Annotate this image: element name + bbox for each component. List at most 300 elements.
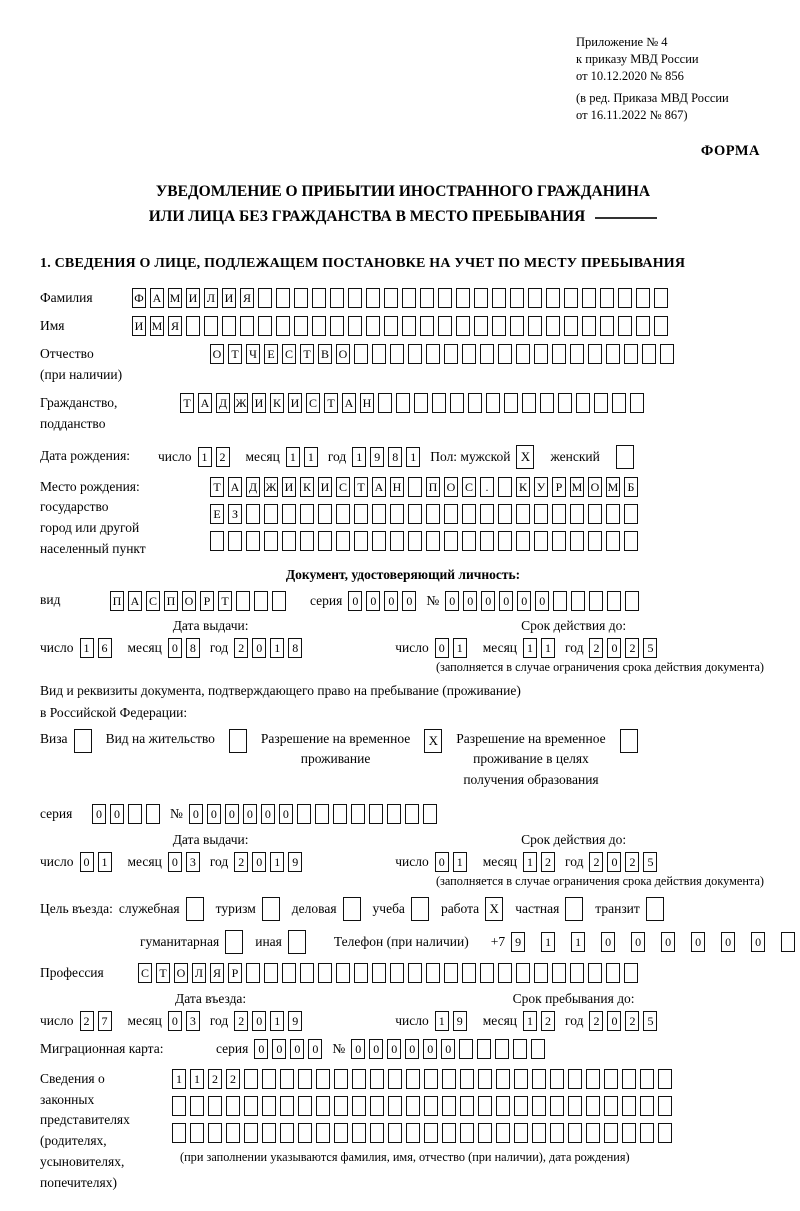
char-box[interactable]: С: [306, 393, 320, 413]
char-box[interactable]: 2: [625, 638, 639, 658]
char-box[interactable]: 0: [405, 1039, 419, 1059]
char-box[interactable]: [294, 316, 308, 336]
char-box[interactable]: 9: [288, 852, 302, 872]
char-box[interactable]: [658, 1096, 672, 1116]
char-box[interactable]: 2: [234, 1011, 248, 1031]
char-box[interactable]: [444, 531, 458, 551]
char-box[interactable]: К: [270, 393, 284, 413]
char-box[interactable]: [423, 804, 437, 824]
char-box[interactable]: Н: [360, 393, 374, 413]
char-box[interactable]: [298, 1069, 312, 1089]
char-box[interactable]: [624, 531, 638, 551]
char-box[interactable]: [568, 1123, 582, 1143]
purpose-work-checkbox[interactable]: X: [485, 897, 503, 921]
char-box[interactable]: [604, 1096, 618, 1116]
char-box[interactable]: 0: [168, 638, 182, 658]
char-box[interactable]: 0: [481, 591, 495, 611]
char-box[interactable]: 0: [189, 804, 203, 824]
char-box[interactable]: [498, 477, 512, 497]
char-box[interactable]: 0: [463, 591, 477, 611]
char-box[interactable]: 3: [186, 1011, 200, 1031]
char-box[interactable]: [414, 393, 428, 413]
char-box[interactable]: 0: [279, 804, 293, 824]
char-box[interactable]: И: [288, 393, 302, 413]
char-box[interactable]: [388, 1096, 402, 1116]
char-box[interactable]: 0: [435, 852, 449, 872]
char-box[interactable]: [586, 1069, 600, 1089]
char-box[interactable]: [210, 531, 224, 551]
char-box[interactable]: [658, 1069, 672, 1089]
char-box[interactable]: 2: [80, 1011, 94, 1031]
char-box[interactable]: [546, 316, 560, 336]
char-box[interactable]: 5: [643, 1011, 657, 1031]
char-box[interactable]: [244, 1069, 258, 1089]
char-box[interactable]: 8: [388, 447, 402, 467]
char-box[interactable]: [336, 531, 350, 551]
char-box[interactable]: [282, 531, 296, 551]
char-box[interactable]: С: [146, 591, 160, 611]
char-box[interactable]: 1: [571, 932, 585, 952]
char-box[interactable]: 1: [172, 1069, 186, 1089]
char-box[interactable]: [654, 316, 668, 336]
char-box[interactable]: [370, 1096, 384, 1116]
char-box[interactable]: 0: [661, 932, 675, 952]
char-box[interactable]: 2: [208, 1069, 222, 1089]
char-box[interactable]: Т: [210, 477, 224, 497]
char-box[interactable]: [432, 393, 446, 413]
char-box[interactable]: [442, 1069, 456, 1089]
char-box[interactable]: [426, 531, 440, 551]
char-box[interactable]: 1: [270, 638, 284, 658]
char-box[interactable]: П: [164, 591, 178, 611]
char-box[interactable]: [550, 1096, 564, 1116]
char-box[interactable]: [297, 804, 311, 824]
char-box[interactable]: [516, 344, 530, 364]
char-box[interactable]: Н: [390, 477, 404, 497]
sex-male-checkbox[interactable]: X: [516, 445, 534, 469]
char-box[interactable]: [564, 316, 578, 336]
char-box[interactable]: [588, 344, 602, 364]
char-box[interactable]: [333, 804, 347, 824]
char-box[interactable]: 1: [523, 638, 537, 658]
residence-permit-checkbox[interactable]: [229, 729, 247, 753]
char-box[interactable]: [492, 316, 506, 336]
char-box[interactable]: [460, 1123, 474, 1143]
char-box[interactable]: 2: [234, 852, 248, 872]
char-box[interactable]: О: [336, 344, 350, 364]
char-box[interactable]: [622, 1096, 636, 1116]
char-box[interactable]: 1: [523, 1011, 537, 1031]
char-box[interactable]: 1: [286, 447, 300, 467]
char-box[interactable]: [606, 504, 620, 524]
char-box[interactable]: 0: [607, 852, 621, 872]
char-box[interactable]: О: [182, 591, 196, 611]
char-box[interactable]: [208, 1123, 222, 1143]
char-box[interactable]: [492, 288, 506, 308]
char-box[interactable]: [280, 1096, 294, 1116]
char-box[interactable]: [462, 963, 476, 983]
char-box[interactable]: Р: [552, 477, 566, 497]
char-box[interactable]: 0: [691, 932, 705, 952]
char-box[interactable]: [424, 1096, 438, 1116]
char-box[interactable]: [406, 1069, 420, 1089]
char-box[interactable]: [642, 344, 656, 364]
char-box[interactable]: [366, 288, 380, 308]
char-box[interactable]: [246, 504, 260, 524]
char-box[interactable]: [334, 1096, 348, 1116]
char-box[interactable]: [636, 316, 650, 336]
char-box[interactable]: 3: [186, 852, 200, 872]
char-box[interactable]: [553, 591, 567, 611]
purpose-tourism-checkbox[interactable]: [262, 897, 280, 921]
char-box[interactable]: 2: [589, 1011, 603, 1031]
char-box[interactable]: 1: [190, 1069, 204, 1089]
char-box[interactable]: [262, 1123, 276, 1143]
char-box[interactable]: К: [516, 477, 530, 497]
purpose-other-checkbox[interactable]: [288, 930, 306, 954]
char-box[interactable]: [496, 1069, 510, 1089]
char-box[interactable]: И: [318, 477, 332, 497]
char-box[interactable]: [370, 1123, 384, 1143]
char-box[interactable]: [450, 393, 464, 413]
char-box[interactable]: 0: [601, 932, 615, 952]
char-box[interactable]: [402, 316, 416, 336]
char-box[interactable]: 7: [98, 1011, 112, 1031]
char-box[interactable]: 0: [272, 1039, 286, 1059]
char-box[interactable]: [190, 1096, 204, 1116]
char-box[interactable]: [276, 288, 290, 308]
char-box[interactable]: [406, 1096, 420, 1116]
char-box[interactable]: [531, 1039, 545, 1059]
char-box[interactable]: [402, 288, 416, 308]
char-box[interactable]: [618, 316, 632, 336]
char-box[interactable]: Т: [218, 591, 232, 611]
char-box[interactable]: 8: [186, 638, 200, 658]
char-box[interactable]: О: [174, 963, 188, 983]
char-box[interactable]: О: [210, 344, 224, 364]
char-box[interactable]: [534, 504, 548, 524]
char-box[interactable]: 9: [511, 932, 525, 952]
char-box[interactable]: [589, 591, 603, 611]
char-box[interactable]: [498, 504, 512, 524]
char-box[interactable]: [552, 344, 566, 364]
char-box[interactable]: [498, 344, 512, 364]
char-box[interactable]: Т: [300, 344, 314, 364]
char-box[interactable]: [146, 804, 160, 824]
char-box[interactable]: И: [222, 288, 236, 308]
char-box[interactable]: [618, 288, 632, 308]
char-box[interactable]: [588, 963, 602, 983]
char-box[interactable]: И: [282, 477, 296, 497]
char-box[interactable]: [390, 344, 404, 364]
char-box[interactable]: 2: [226, 1069, 240, 1089]
char-box[interactable]: [462, 344, 476, 364]
char-box[interactable]: [405, 804, 419, 824]
char-box[interactable]: [625, 591, 639, 611]
char-box[interactable]: [300, 504, 314, 524]
char-box[interactable]: [351, 804, 365, 824]
char-box[interactable]: [316, 1123, 330, 1143]
char-box[interactable]: [226, 1123, 240, 1143]
char-box[interactable]: [588, 531, 602, 551]
char-box[interactable]: [424, 1069, 438, 1089]
char-box[interactable]: [558, 393, 572, 413]
char-box[interactable]: [570, 963, 584, 983]
char-box[interactable]: 1: [453, 852, 467, 872]
char-box[interactable]: И: [252, 393, 266, 413]
char-box[interactable]: 2: [625, 852, 639, 872]
char-box[interactable]: С: [282, 344, 296, 364]
char-box[interactable]: [624, 963, 638, 983]
char-box[interactable]: 1: [435, 1011, 449, 1031]
char-box[interactable]: А: [342, 393, 356, 413]
char-box[interactable]: [534, 531, 548, 551]
char-box[interactable]: [352, 1123, 366, 1143]
char-box[interactable]: [588, 504, 602, 524]
char-box[interactable]: [348, 288, 362, 308]
char-box[interactable]: [294, 288, 308, 308]
char-box[interactable]: Я: [210, 963, 224, 983]
char-box[interactable]: [246, 531, 260, 551]
char-box[interactable]: [420, 316, 434, 336]
char-box[interactable]: А: [228, 477, 242, 497]
char-box[interactable]: [222, 316, 236, 336]
char-box[interactable]: 0: [721, 932, 735, 952]
temp-residence-education-checkbox[interactable]: [620, 729, 638, 753]
char-box[interactable]: [516, 963, 530, 983]
char-box[interactable]: [300, 963, 314, 983]
char-box[interactable]: [426, 963, 440, 983]
char-box[interactable]: [606, 344, 620, 364]
char-box[interactable]: 0: [168, 852, 182, 872]
char-box[interactable]: [282, 504, 296, 524]
char-box[interactable]: [514, 1069, 528, 1089]
char-box[interactable]: С: [138, 963, 152, 983]
char-box[interactable]: У: [534, 477, 548, 497]
purpose-business-checkbox[interactable]: [343, 897, 361, 921]
char-box[interactable]: [280, 1123, 294, 1143]
char-box[interactable]: [600, 288, 614, 308]
char-box[interactable]: [624, 344, 638, 364]
char-box[interactable]: [528, 316, 542, 336]
char-box[interactable]: [280, 1069, 294, 1089]
char-box[interactable]: [316, 1096, 330, 1116]
char-box[interactable]: [396, 393, 410, 413]
char-box[interactable]: 0: [402, 591, 416, 611]
char-box[interactable]: Т: [180, 393, 194, 413]
char-box[interactable]: [600, 316, 614, 336]
char-box[interactable]: Т: [324, 393, 338, 413]
char-box[interactable]: М: [606, 477, 620, 497]
char-box[interactable]: Я: [168, 316, 182, 336]
char-box[interactable]: 0: [252, 852, 266, 872]
char-box[interactable]: [246, 963, 260, 983]
char-box[interactable]: [514, 1123, 528, 1143]
char-box[interactable]: [550, 1123, 564, 1143]
char-box[interactable]: [378, 393, 392, 413]
char-box[interactable]: [478, 1123, 492, 1143]
char-box[interactable]: [276, 316, 290, 336]
char-box[interactable]: 1: [98, 852, 112, 872]
char-box[interactable]: [546, 288, 560, 308]
char-box[interactable]: [456, 316, 470, 336]
char-box[interactable]: [426, 344, 440, 364]
char-box[interactable]: 1: [198, 447, 212, 467]
char-box[interactable]: [478, 1096, 492, 1116]
char-box[interactable]: С: [336, 477, 350, 497]
char-box[interactable]: [468, 393, 482, 413]
char-box[interactable]: 0: [110, 804, 124, 824]
char-box[interactable]: [236, 591, 250, 611]
char-box[interactable]: [636, 288, 650, 308]
char-box[interactable]: [318, 531, 332, 551]
char-box[interactable]: [372, 504, 386, 524]
char-box[interactable]: [607, 591, 621, 611]
char-box[interactable]: [228, 531, 242, 551]
char-box[interactable]: Т: [156, 963, 170, 983]
char-box[interactable]: [552, 504, 566, 524]
char-box[interactable]: 2: [234, 638, 248, 658]
char-box[interactable]: Д: [216, 393, 230, 413]
char-box[interactable]: 0: [254, 1039, 268, 1059]
char-box[interactable]: 0: [243, 804, 257, 824]
char-box[interactable]: [318, 504, 332, 524]
char-box[interactable]: [516, 531, 530, 551]
char-box[interactable]: [354, 531, 368, 551]
char-box[interactable]: 0: [423, 1039, 437, 1059]
char-box[interactable]: [474, 316, 488, 336]
char-box[interactable]: [568, 1069, 582, 1089]
char-box[interactable]: 1: [523, 852, 537, 872]
char-box[interactable]: 2: [625, 1011, 639, 1031]
char-box[interactable]: 0: [168, 1011, 182, 1031]
char-box[interactable]: [264, 504, 278, 524]
char-box[interactable]: [480, 504, 494, 524]
char-box[interactable]: [388, 1069, 402, 1089]
char-box[interactable]: [654, 288, 668, 308]
char-box[interactable]: [552, 963, 566, 983]
char-box[interactable]: [334, 1069, 348, 1089]
char-box[interactable]: [388, 1123, 402, 1143]
char-box[interactable]: [582, 316, 596, 336]
char-box[interactable]: [244, 1096, 258, 1116]
char-box[interactable]: [226, 1096, 240, 1116]
char-box[interactable]: [312, 316, 326, 336]
char-box[interactable]: [262, 1069, 276, 1089]
char-box[interactable]: [480, 531, 494, 551]
char-box[interactable]: [594, 393, 608, 413]
char-box[interactable]: [318, 963, 332, 983]
char-box[interactable]: [264, 531, 278, 551]
char-box[interactable]: [480, 963, 494, 983]
char-box[interactable]: [352, 1069, 366, 1089]
char-box[interactable]: 2: [541, 852, 555, 872]
char-box[interactable]: [478, 1069, 492, 1089]
char-box[interactable]: [424, 1123, 438, 1143]
char-box[interactable]: [513, 1039, 527, 1059]
char-box[interactable]: [128, 804, 142, 824]
char-box[interactable]: 0: [499, 591, 513, 611]
char-box[interactable]: [528, 288, 542, 308]
char-box[interactable]: [369, 804, 383, 824]
char-box[interactable]: 0: [308, 1039, 322, 1059]
purpose-transit-checkbox[interactable]: [646, 897, 664, 921]
char-box[interactable]: [262, 1096, 276, 1116]
char-box[interactable]: [352, 1096, 366, 1116]
char-box[interactable]: [486, 393, 500, 413]
char-box[interactable]: [504, 393, 518, 413]
char-box[interactable]: Ж: [234, 393, 248, 413]
char-box[interactable]: [408, 963, 422, 983]
purpose-study-checkbox[interactable]: [411, 897, 429, 921]
char-box[interactable]: [496, 1096, 510, 1116]
char-box[interactable]: 0: [252, 1011, 266, 1031]
char-box[interactable]: [300, 531, 314, 551]
char-box[interactable]: Ч: [246, 344, 260, 364]
sex-female-checkbox[interactable]: [616, 445, 634, 469]
char-box[interactable]: 2: [216, 447, 230, 467]
char-box[interactable]: [244, 1123, 258, 1143]
char-box[interactable]: [564, 288, 578, 308]
char-box[interactable]: [372, 344, 386, 364]
char-box[interactable]: [496, 1123, 510, 1143]
purpose-humanitarian-checkbox[interactable]: [225, 930, 243, 954]
char-box[interactable]: [604, 1123, 618, 1143]
char-box[interactable]: Ж: [264, 477, 278, 497]
char-box[interactable]: [480, 344, 494, 364]
char-box[interactable]: А: [372, 477, 386, 497]
char-box[interactable]: [315, 804, 329, 824]
char-box[interactable]: Б: [624, 477, 638, 497]
char-box[interactable]: [390, 504, 404, 524]
char-box[interactable]: Т: [354, 477, 368, 497]
char-box[interactable]: [522, 393, 536, 413]
char-box[interactable]: Р: [200, 591, 214, 611]
char-box[interactable]: [336, 504, 350, 524]
visa-checkbox[interactable]: [74, 729, 92, 753]
char-box[interactable]: [604, 1069, 618, 1089]
char-box[interactable]: С: [462, 477, 476, 497]
purpose-private-checkbox[interactable]: [565, 897, 583, 921]
char-box[interactable]: [172, 1123, 186, 1143]
char-box[interactable]: 0: [631, 932, 645, 952]
char-box[interactable]: [462, 504, 476, 524]
char-box[interactable]: Л: [192, 963, 206, 983]
char-box[interactable]: [576, 393, 590, 413]
char-box[interactable]: 1: [304, 447, 318, 467]
char-box[interactable]: [498, 531, 512, 551]
char-box[interactable]: [510, 316, 524, 336]
char-box[interactable]: [420, 288, 434, 308]
char-box[interactable]: [658, 1123, 672, 1143]
char-box[interactable]: [372, 963, 386, 983]
char-box[interactable]: 5: [643, 852, 657, 872]
char-box[interactable]: [552, 531, 566, 551]
char-box[interactable]: 0: [435, 638, 449, 658]
char-box[interactable]: [510, 288, 524, 308]
char-box[interactable]: [408, 504, 422, 524]
char-box[interactable]: [172, 1096, 186, 1116]
char-box[interactable]: В: [318, 344, 332, 364]
char-box[interactable]: [298, 1096, 312, 1116]
char-box[interactable]: [568, 1096, 582, 1116]
char-box[interactable]: 1: [406, 447, 420, 467]
char-box[interactable]: 2: [589, 852, 603, 872]
char-box[interactable]: Р: [228, 963, 242, 983]
char-box[interactable]: [387, 804, 401, 824]
char-box[interactable]: А: [150, 288, 164, 308]
char-box[interactable]: [540, 393, 554, 413]
